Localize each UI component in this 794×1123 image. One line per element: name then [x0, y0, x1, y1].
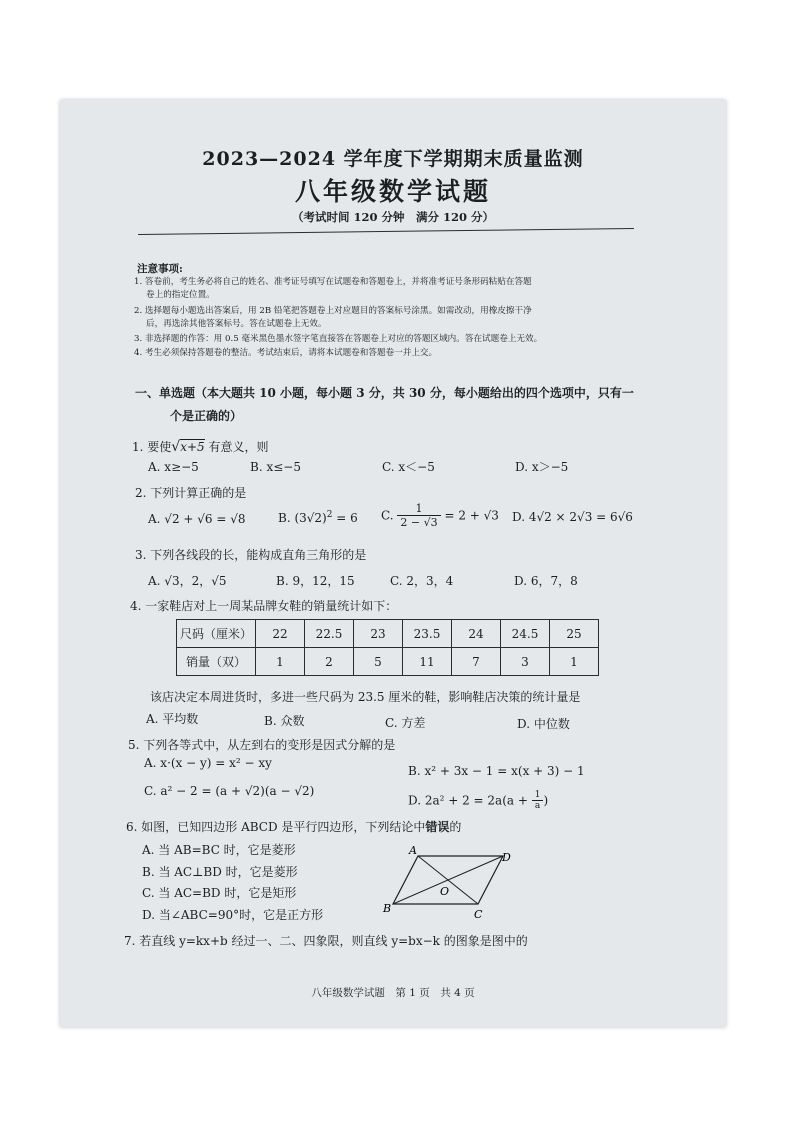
q5-option-a: A. x·(x − y) = x² − xy	[144, 756, 272, 770]
q6-option-d: D. 当∠ABC=90°时，它是正方形	[142, 908, 324, 922]
question-1-stem	[132, 438, 269, 455]
q2-b-result: = 6	[332, 511, 358, 525]
exam-title-year: 2023—2024 学年度下学期期末质量监测	[202, 148, 584, 170]
size-cell: 24.5	[501, 620, 550, 648]
notice-line-4: 4. 考生必须保持答题卷的整洁。考试结束后，请将本试题卷和答题卷一并上交。	[134, 348, 438, 358]
exam-paper	[60, 100, 726, 1027]
q2-option-c	[381, 502, 499, 529]
notice-line-3: 3. 非选择题的作答：用 0.5 毫米黑色墨水签字笔直接答在答题卷上对应的答题区域内。答在试题卷上无效。	[134, 334, 543, 344]
q3-option-b: B. 9，12，15	[276, 574, 355, 588]
q5-d-fraction	[532, 790, 544, 811]
q2-b-exponent: 2	[326, 510, 333, 520]
q4-question: 该店决定本周进货时，多进一些尺码为 23.5 厘米的鞋，影响鞋店决策的统计量是	[150, 690, 581, 704]
notice-line-2b: 后，再选涂其他答案标号。答在试题卷上无效。	[146, 319, 327, 329]
q4-option-c: C. 方差	[385, 716, 426, 730]
q5-d-post: )	[543, 793, 549, 808]
q6-stem-post: 的	[449, 820, 462, 834]
size-cell: 23	[354, 620, 403, 648]
question-4-stem: 4. 一家鞋店对上一周某品牌女鞋的销量统计如下：	[130, 599, 398, 613]
q4-option-a: A. 平均数	[146, 712, 199, 726]
q2-b-base: B. (3√2)	[278, 511, 327, 525]
sales-cell: 1	[256, 648, 305, 676]
q5-option-c: C. a² − 2 = (a + √2)(a − √2)	[144, 784, 315, 798]
question-5-stem: 5. 下列各等式中，从左到右的变形是因式分解的是	[128, 738, 396, 752]
vertex-label-d: D	[502, 851, 511, 864]
q3-option-a: A. √3，2，√5	[148, 574, 227, 588]
q2-c-fraction	[397, 502, 440, 529]
q6-option-b: B. 当 AC⊥BD 时，它是菱形	[142, 865, 298, 879]
q5-d-denominator: a	[534, 801, 541, 811]
sales-cell: 5	[354, 648, 403, 676]
row-header-size: 尺码（厘米）	[177, 620, 256, 648]
notice-line-1: 1. 答卷前，考生务必将自己的姓名、准考证号填写在试题卷和答题卷上，并将准考证号条形码粘贴在答题	[134, 277, 532, 287]
q2-option-d: D. 4√2 × 2√3 = 6√6	[512, 510, 633, 524]
parallelogram-figure	[378, 840, 528, 920]
q3-option-d: D. 6，7，8	[514, 574, 578, 588]
sales-cell: 7	[452, 648, 501, 676]
q1-option-a: A. x≥−5	[148, 460, 199, 474]
q2-option-a: A. √2 + √6 = √8	[148, 512, 246, 526]
q1-stem-pre: 1. 要使	[132, 440, 172, 454]
page-footer: 八年级数学试题 第 1 页 共 4 页	[311, 987, 475, 999]
row-header-sales: 销量（双）	[177, 648, 256, 676]
table-row-sales	[177, 648, 599, 676]
q2-c-denominator: 2 − √3	[400, 516, 438, 529]
sqrt-sign: √	[171, 439, 181, 455]
center-label-o: O	[440, 885, 450, 898]
notice-line-1b: 卷上的指定位置。	[146, 290, 215, 300]
vertex-label-a: A	[409, 844, 417, 857]
question-6-stem	[126, 818, 461, 835]
question-7-stem: 7. 若直线 y=kx+b 经过一、二、四象限，则直线 y=bx−k 的图象是图中的	[124, 934, 528, 948]
q1-stem-post: 有意义，则	[208, 440, 269, 454]
shoe-sales-table	[176, 619, 599, 676]
q4-option-b: B. 众数	[264, 714, 305, 728]
sales-cell: 11	[403, 648, 452, 676]
table-row-sizes	[177, 620, 599, 648]
q1-option-b: B. x≤−5	[250, 460, 301, 474]
q6-stem-emphasis: 错误	[425, 820, 450, 834]
q1-option-c: C. x＜−5	[382, 460, 435, 474]
q3-option-c: C. 2，3，4	[390, 574, 454, 588]
q2-c-numerator: 1	[397, 502, 440, 516]
q5-option-b: B. x² + 3x − 1 = x(x + 3) − 1	[408, 764, 585, 778]
exam-info: （考试时间 120 分钟 满分 120 分）	[291, 210, 495, 224]
section-heading: 一、单选题（本大题共 10 小题，每小题 3 分，共 30 分，每小题给出的四个选项中，只有一	[135, 386, 634, 400]
q1-radicand: x+5	[180, 440, 205, 454]
header-divider	[138, 228, 634, 235]
exam-title-subject: 八年级数学试题	[294, 177, 491, 206]
sales-cell: 1	[550, 648, 599, 676]
question-2-stem: 2. 下列计算正确的是	[135, 486, 247, 500]
q2-c-letter: C.	[381, 508, 394, 523]
question-3-stem: 3. 下列各线段的长，能构成直角三角形的是	[135, 548, 367, 562]
size-cell: 22.5	[305, 620, 354, 648]
vertex-label-b: B	[383, 902, 392, 915]
q6-option-a: A. 当 AB=BC 时，它是菱形	[142, 843, 296, 857]
q6-stem-pre: 6. 如图，已知四边形 ABCD 是平行四边形，下列结论中	[126, 820, 426, 834]
size-cell: 23.5	[403, 620, 452, 648]
q6-option-c: C. 当 AC=BD 时，它是矩形	[142, 886, 297, 900]
vertex-label-c: C	[474, 908, 483, 920]
sales-cell: 3	[501, 648, 550, 676]
size-cell: 24	[452, 620, 501, 648]
sales-cell: 2	[305, 648, 354, 676]
q4-option-d: D. 中位数	[517, 717, 570, 731]
notice-line-2: 2. 选择题每小题选出答案后，用 2B 铅笔把答题卷上对应题目的答案标号涂黑。如需改动，用橡皮擦干净	[134, 306, 532, 316]
q1-option-d: D. x＞−5	[515, 460, 569, 474]
q5-d-numerator: 1	[532, 790, 544, 801]
q2-c-result: = 2 + √3	[444, 508, 499, 523]
q5-d-pre: D. 2a² + 2 = 2a(a +	[408, 793, 528, 808]
notice-heading: 注意事项:	[137, 263, 183, 275]
size-cell: 25	[550, 620, 599, 648]
section-heading-cont: 个是正确的）	[170, 409, 243, 423]
q5-option-d	[408, 790, 548, 811]
q2-option-b	[278, 510, 358, 525]
size-cell: 22	[256, 620, 305, 648]
